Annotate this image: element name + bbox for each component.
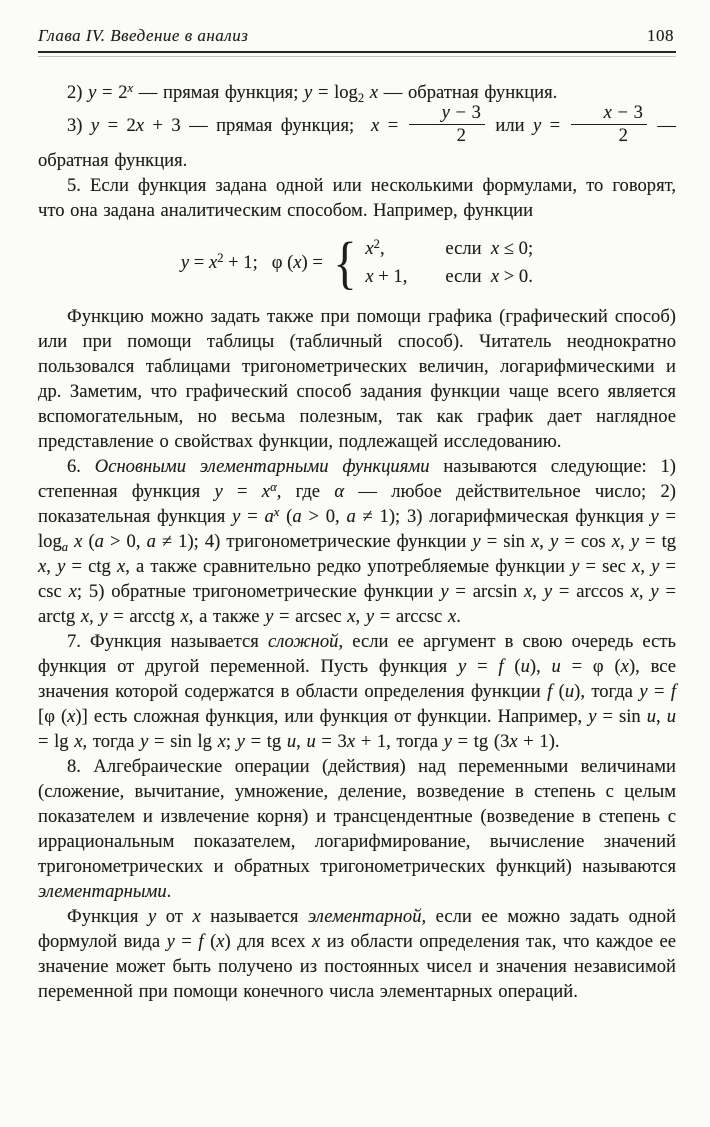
italic-run: y [630,531,639,553]
fraction-denominator: 2 [456,125,466,147]
italic-run: x [365,266,374,288]
italic-run: x [127,80,134,95]
paragraph-elementary-function-definition: Функция y от x называется элементарной, если ее можно задать одной формулой вида y = f (x) для всех x из области определения так, что каждое ее значение может быть получено из постоянных чисел и значения независимой переменной при помощи конечного числа элементарных операций. [38,906,676,1003]
italic-run: x [293,252,302,274]
superscript: 2 [217,251,224,266]
italic-run: x [217,731,226,753]
italic-run: x [74,531,83,553]
italic-run: y [88,82,97,103]
italic-run: x [67,706,76,728]
italic-run: x [68,581,77,603]
italic-run: x [371,114,380,136]
italic-run: x [347,606,356,628]
italic-run: x [630,581,639,603]
italic-run: y [180,252,190,274]
fraction-numerator: y − 3 [409,103,485,125]
cases-brace-icon: { [332,229,357,295]
italic-run: x [74,731,83,753]
italic-run: y [57,556,66,578]
italic-run: y [571,556,580,578]
paragraph-6-elementary-functions: 6. Основными элементарными функциями называются следующие: 1) степенная функция $y = x^\alpha$, где α — любое действительное число; 2) показательная функция $y = a^x$ (a > 0, a ≠ 1); 3) логарифмическая функция y = loga x (a > 0, a ≠ 1); 4) тригонометрические функции y = sin x, y = cos x, y = tg x, y = ctg x, а также сравнительно редко употребляемые функции y = sec x, y = csc x; 5) обратные тригонометрические функции y = arcsin x, y = arccos x, y = arctg x, y = arcctg x, а также y = arcsec x, y = arccsc x. [38,456,677,628]
italic-run: a [94,531,104,553]
italic-run: y [441,102,450,123]
italic-run: x [524,581,533,603]
italic-run: y [550,531,559,553]
italic-run: α [270,480,277,495]
page-header [38,26,676,51]
superscript [128,81,134,95]
header-rule [38,51,676,60]
italic-run: y [443,731,452,753]
case-condition: если x > 0. [445,266,533,288]
italic-run: y [543,581,553,603]
italic-run: a [292,506,302,528]
item-3-direct-inverse: 3) y = 2x + 3 — прямая функция; x = $\frac{y - 3}{2}$ или y = $\frac{x - 3}{2}$ — обратная функция. [38,102,676,172]
italic-run: a [346,506,356,528]
italic-run: элементарными [38,881,167,903]
italic-run: u [564,681,575,703]
italic-run: x [208,252,218,274]
italic-run: y [236,731,245,753]
italic-run: α [334,481,345,503]
italic-run: x [632,556,641,578]
italic-run: x [620,656,629,678]
italic-run: y [265,606,274,628]
italic-run: x [273,505,280,520]
italic-run: f [547,681,553,703]
subscript [62,540,68,554]
formula-lead: $y = x^2 + 1$; φ (x) = [180,251,328,274]
italic-run: y [588,706,597,728]
case-condition: если x ≤ 0; [445,238,534,260]
italic-run: y [639,681,648,703]
italic-run: y [440,581,449,603]
italic-run: x [216,931,225,953]
italic-run: x [346,731,356,753]
italic-run: x [490,238,500,260]
paragraph-7-composite-function: 7. Функция называется сложной, если ее аргумент в свою очередь есть функция от другой переменной. Пусть функция y = f (u), u = φ (x), все значения которой содержатся в области определения функции f (u), тогда y = f [φ (x)] есть сложная функция, или функция от функции. Например, y = sin u, u = lg x, тогда y = sin lg x; y = tg u, u = 3x + 1, тогда y = tg (3x + 1). [38,631,677,753]
italic-run: y [304,82,313,103]
italic-run: x [38,556,47,578]
italic-run: x [180,606,189,628]
italic-run: f [670,681,676,703]
italic-run: y [99,606,108,628]
italic-run: x [135,114,145,136]
case-expression: $x^2$, [365,237,385,260]
italic-run: элементарной [307,906,422,928]
chapter-title: Глава IV. Введение в анализ [38,26,249,45]
italic-run: u [306,731,316,753]
italic-run: y [651,556,660,578]
italic-run: y [90,114,100,136]
italic-run: x [611,531,620,553]
italic-run: x [447,606,457,628]
italic-run: x [312,931,321,953]
italic-run: a [61,539,69,554]
italic-run: x [490,266,500,288]
superscript [270,480,277,494]
paragraph-8-elementary-operations: 8. Алгебраические операции (действия) над переменными величинами (сложение, вычитание, умножение, деление, возведение в степень с целым показателем и извлечение корня) и трансцендентные (возведение в степень с иррациональным показателем, логарифмирование, вычисление значений тригонометрических и обратных тригонометрических функций) называются элементарными. [38,756,676,903]
italic-run: x [509,731,518,753]
page-body [38,80,676,1004]
italic-run: a [146,531,156,553]
formula-piecewise [38,229,676,295]
italic-run: x [80,606,90,628]
fraction-numerator: x − 3 [571,103,647,125]
italic-run: u [666,706,677,728]
italic-run: y [650,506,659,528]
subscript: 2 [357,90,365,105]
italic-run: Основными элементарными функциями [94,456,430,478]
italic-run: y [472,531,481,553]
italic-run: f [198,931,204,953]
italic-run: y [458,656,467,678]
page-number: 108 [647,26,674,45]
italic-run: y [650,581,659,603]
superscript: 2 [373,237,380,252]
italic-run: y [365,606,375,628]
italic-run: u [286,731,297,753]
item-2-direct-inverse: 2) $y = 2^x$ — прямая функция; y = log2 x — обратная функция. [67,80,558,105]
italic-run: x [116,556,126,578]
paragraph-5-analytic-method: 5. Если функция задана одной или несколькими формулами, то говорят, что она задана аналитическим способом. Например, функции [38,175,676,222]
italic-run: y [232,506,241,528]
italic-run: a [264,506,274,528]
italic-run: y [214,481,223,503]
italic-run: x [365,238,374,260]
italic-run: y [140,731,149,753]
superscript [274,505,280,519]
italic-run: u [520,656,530,678]
fraction [569,103,649,146]
italic-run: y [147,906,157,928]
cases-grid [365,236,533,289]
italic-run: u [551,656,561,678]
italic-run: x [603,102,612,123]
italic-run: x [261,481,271,503]
italic-run: x [531,531,540,553]
case-expression: x + 1, [365,266,408,288]
italic-run: y [166,931,175,953]
italic-run: x [369,82,379,103]
paragraph-graph-table-methods: Функцию можно задать также при помощи графика (графический способ) или при помощи таблицы (табличный способ). Читатель неоднократно пользовался таблицами тригонометрических величин, логарифмическими и др. Заметим, что графический способ задания функции чаще всего является вспомогательным, но весьма полезным, так как график дает наглядное представление о свойствах функции, подлежащей исследованию. [38,306,676,453]
fraction [407,103,487,146]
fraction-denominator: 2 [618,125,628,147]
italic-run: u [646,706,657,728]
italic-run: сложной [267,631,339,653]
italic-run: y [533,114,542,136]
italic-run: x [192,906,201,928]
italic-run: f [498,656,504,678]
